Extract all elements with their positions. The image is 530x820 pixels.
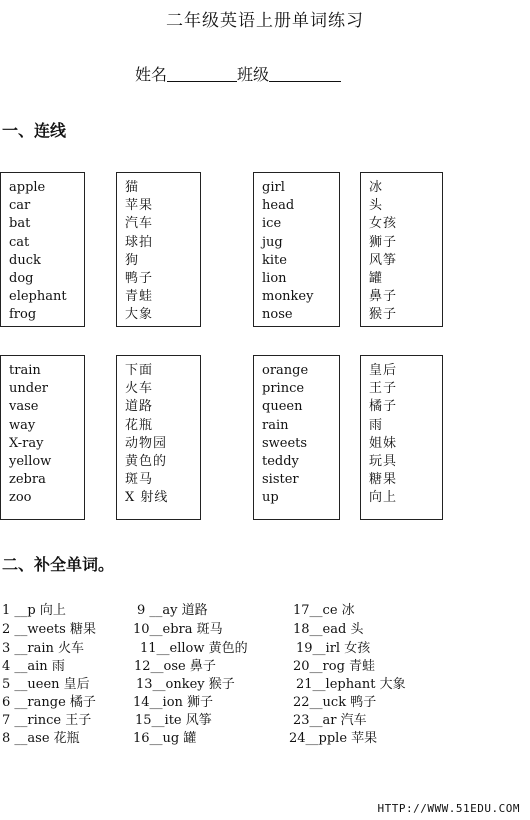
- chinese-word: 狗: [125, 252, 140, 268]
- english-word: lion: [262, 271, 287, 287]
- english-word: X-ray: [9, 435, 44, 451]
- chinese-word-box: [360, 172, 443, 327]
- english-word: monkey: [262, 289, 314, 305]
- chinese-word: 大象: [125, 307, 154, 323]
- chinese-word: 火车: [125, 381, 154, 397]
- english-word: prince: [262, 381, 305, 397]
- chinese-word: 冰: [369, 180, 384, 195]
- chinese-word: 橘子: [369, 399, 398, 415]
- chinese-word-box: [360, 355, 443, 520]
- fill-in-item: 9 __ay 道路: [137, 603, 208, 618]
- english-word: vase: [9, 399, 39, 415]
- chinese-word: 狮子: [369, 234, 398, 250]
- fill-in-item: 21__lephant 大象: [296, 677, 406, 692]
- english-word: up: [262, 490, 279, 506]
- fill-in-item: 15__ite 风筝: [135, 713, 212, 728]
- chinese-word: 猫: [125, 180, 140, 195]
- section-heading-fill-in: 二、补全单词。: [2, 555, 115, 574]
- chinese-word: 球拍: [125, 234, 154, 250]
- fill-in-item: 12__ose 鼻子: [134, 659, 216, 674]
- fill-in-item: 18__ead 头: [293, 622, 364, 637]
- english-word: cat: [9, 234, 30, 250]
- english-word: zebra: [9, 472, 46, 488]
- chinese-word: 动物园: [125, 435, 168, 451]
- chinese-word: 向上: [369, 490, 398, 506]
- english-word: duck: [9, 252, 41, 268]
- english-word: zoo: [9, 490, 32, 506]
- chinese-word: 雨: [369, 417, 384, 433]
- english-word: nose: [262, 307, 293, 323]
- english-word-box: [0, 172, 85, 327]
- chinese-word: 鼻子: [369, 289, 398, 305]
- chinese-word: 道路: [125, 399, 154, 415]
- fill-in-item: 11__ellow 黄色的: [140, 641, 248, 656]
- chinese-word: 斑马: [125, 472, 154, 488]
- chinese-word: 青蛙: [125, 289, 154, 305]
- english-word: way: [9, 417, 36, 433]
- fill-in-item: 4 __ain 雨: [2, 659, 65, 674]
- english-word: rain: [262, 417, 289, 433]
- english-word: elephant: [9, 289, 67, 305]
- chinese-word: 黄色的: [125, 454, 168, 470]
- english-word: car: [9, 198, 31, 214]
- chinese-word-box: [116, 172, 201, 327]
- english-word: sweets: [262, 435, 308, 451]
- english-word-box: [0, 355, 85, 520]
- english-word: teddy: [262, 454, 299, 470]
- chinese-word: 花瓶: [125, 417, 154, 433]
- english-word: frog: [9, 307, 37, 323]
- english-word-box: [253, 355, 340, 520]
- fill-in-item: 5 __ueen 皇后: [2, 677, 90, 692]
- english-word: bat: [9, 216, 31, 232]
- chinese-word: 风筝: [369, 252, 398, 268]
- fill-in-item: 1 __p 向上: [2, 603, 66, 618]
- english-word: jug: [262, 234, 283, 250]
- fill-in-item: 20__rog 青蛙: [293, 659, 376, 674]
- fill-in-item: 10__ebra 斑马: [133, 622, 223, 637]
- english-word: sister: [262, 472, 299, 488]
- chinese-word: 苹果: [125, 198, 154, 214]
- chinese-word: 玩具: [369, 454, 398, 470]
- english-word-box: [253, 172, 340, 327]
- chinese-word: 头: [369, 198, 384, 214]
- chinese-word: 姐妹: [369, 435, 398, 451]
- fill-in-item: 14__ion 狮子: [133, 695, 214, 710]
- chinese-word-box: [116, 355, 201, 520]
- fill-in-item: 22__uck 鸭子: [293, 695, 377, 710]
- chinese-word: 鸭子: [125, 271, 154, 287]
- fill-in-item: 19__irl 女孩: [296, 641, 371, 656]
- fill-in-item: 7 __rince 王子: [2, 713, 92, 728]
- fill-in-item: 8 __ase 花瓶: [2, 731, 80, 746]
- fill-in-item: 16__ug 罐: [133, 731, 197, 746]
- english-word: queen: [262, 399, 303, 415]
- english-word: head: [262, 198, 295, 214]
- fill-in-item: 24__pple 苹果: [289, 731, 378, 746]
- chinese-word: 罐: [369, 271, 384, 287]
- chinese-word: 猴子: [369, 307, 398, 323]
- english-word: kite: [262, 252, 287, 268]
- fill-in-item: 2 __weets 糖果: [2, 622, 96, 637]
- english-word: yellow: [9, 454, 52, 470]
- chinese-word: 皇后: [369, 363, 398, 378]
- fill-in-item: 3 __rain 火车: [2, 641, 85, 656]
- section-heading-matching: 一、连线: [2, 121, 67, 140]
- english-word: dog: [9, 271, 34, 287]
- fill-in-item: 13__onkey 猴子: [136, 677, 235, 692]
- chinese-word: 王子: [369, 381, 398, 397]
- worksheet-title: 二年级英语上册单词练习: [166, 11, 364, 31]
- chinese-word: 下面: [125, 363, 154, 378]
- fill-in-item: 17__ce 冰: [293, 603, 355, 618]
- chinese-word: X 射线: [125, 490, 169, 506]
- english-word: ice: [262, 216, 282, 232]
- chinese-word: 汽车: [125, 216, 154, 232]
- chinese-word: 糖果: [369, 472, 398, 488]
- fill-in-item: 23__ar 汽车: [293, 713, 367, 728]
- english-word: girl: [262, 180, 285, 195]
- name-label: 姓名: [135, 65, 168, 84]
- name-class-row: [135, 62, 341, 85]
- chinese-word: 女孩: [369, 216, 398, 232]
- footer-url: HTTP://WWW.51EDU.COM: [377, 802, 520, 815]
- name-blank: [167, 80, 237, 82]
- english-word: under: [9, 381, 48, 397]
- class-blank: [269, 80, 341, 82]
- english-word: orange: [262, 363, 309, 378]
- fill-in-item: 6 __range 橘子: [2, 695, 96, 710]
- english-word: train: [9, 363, 41, 378]
- class-label: 班级: [237, 65, 270, 84]
- english-word: apple: [9, 180, 46, 195]
